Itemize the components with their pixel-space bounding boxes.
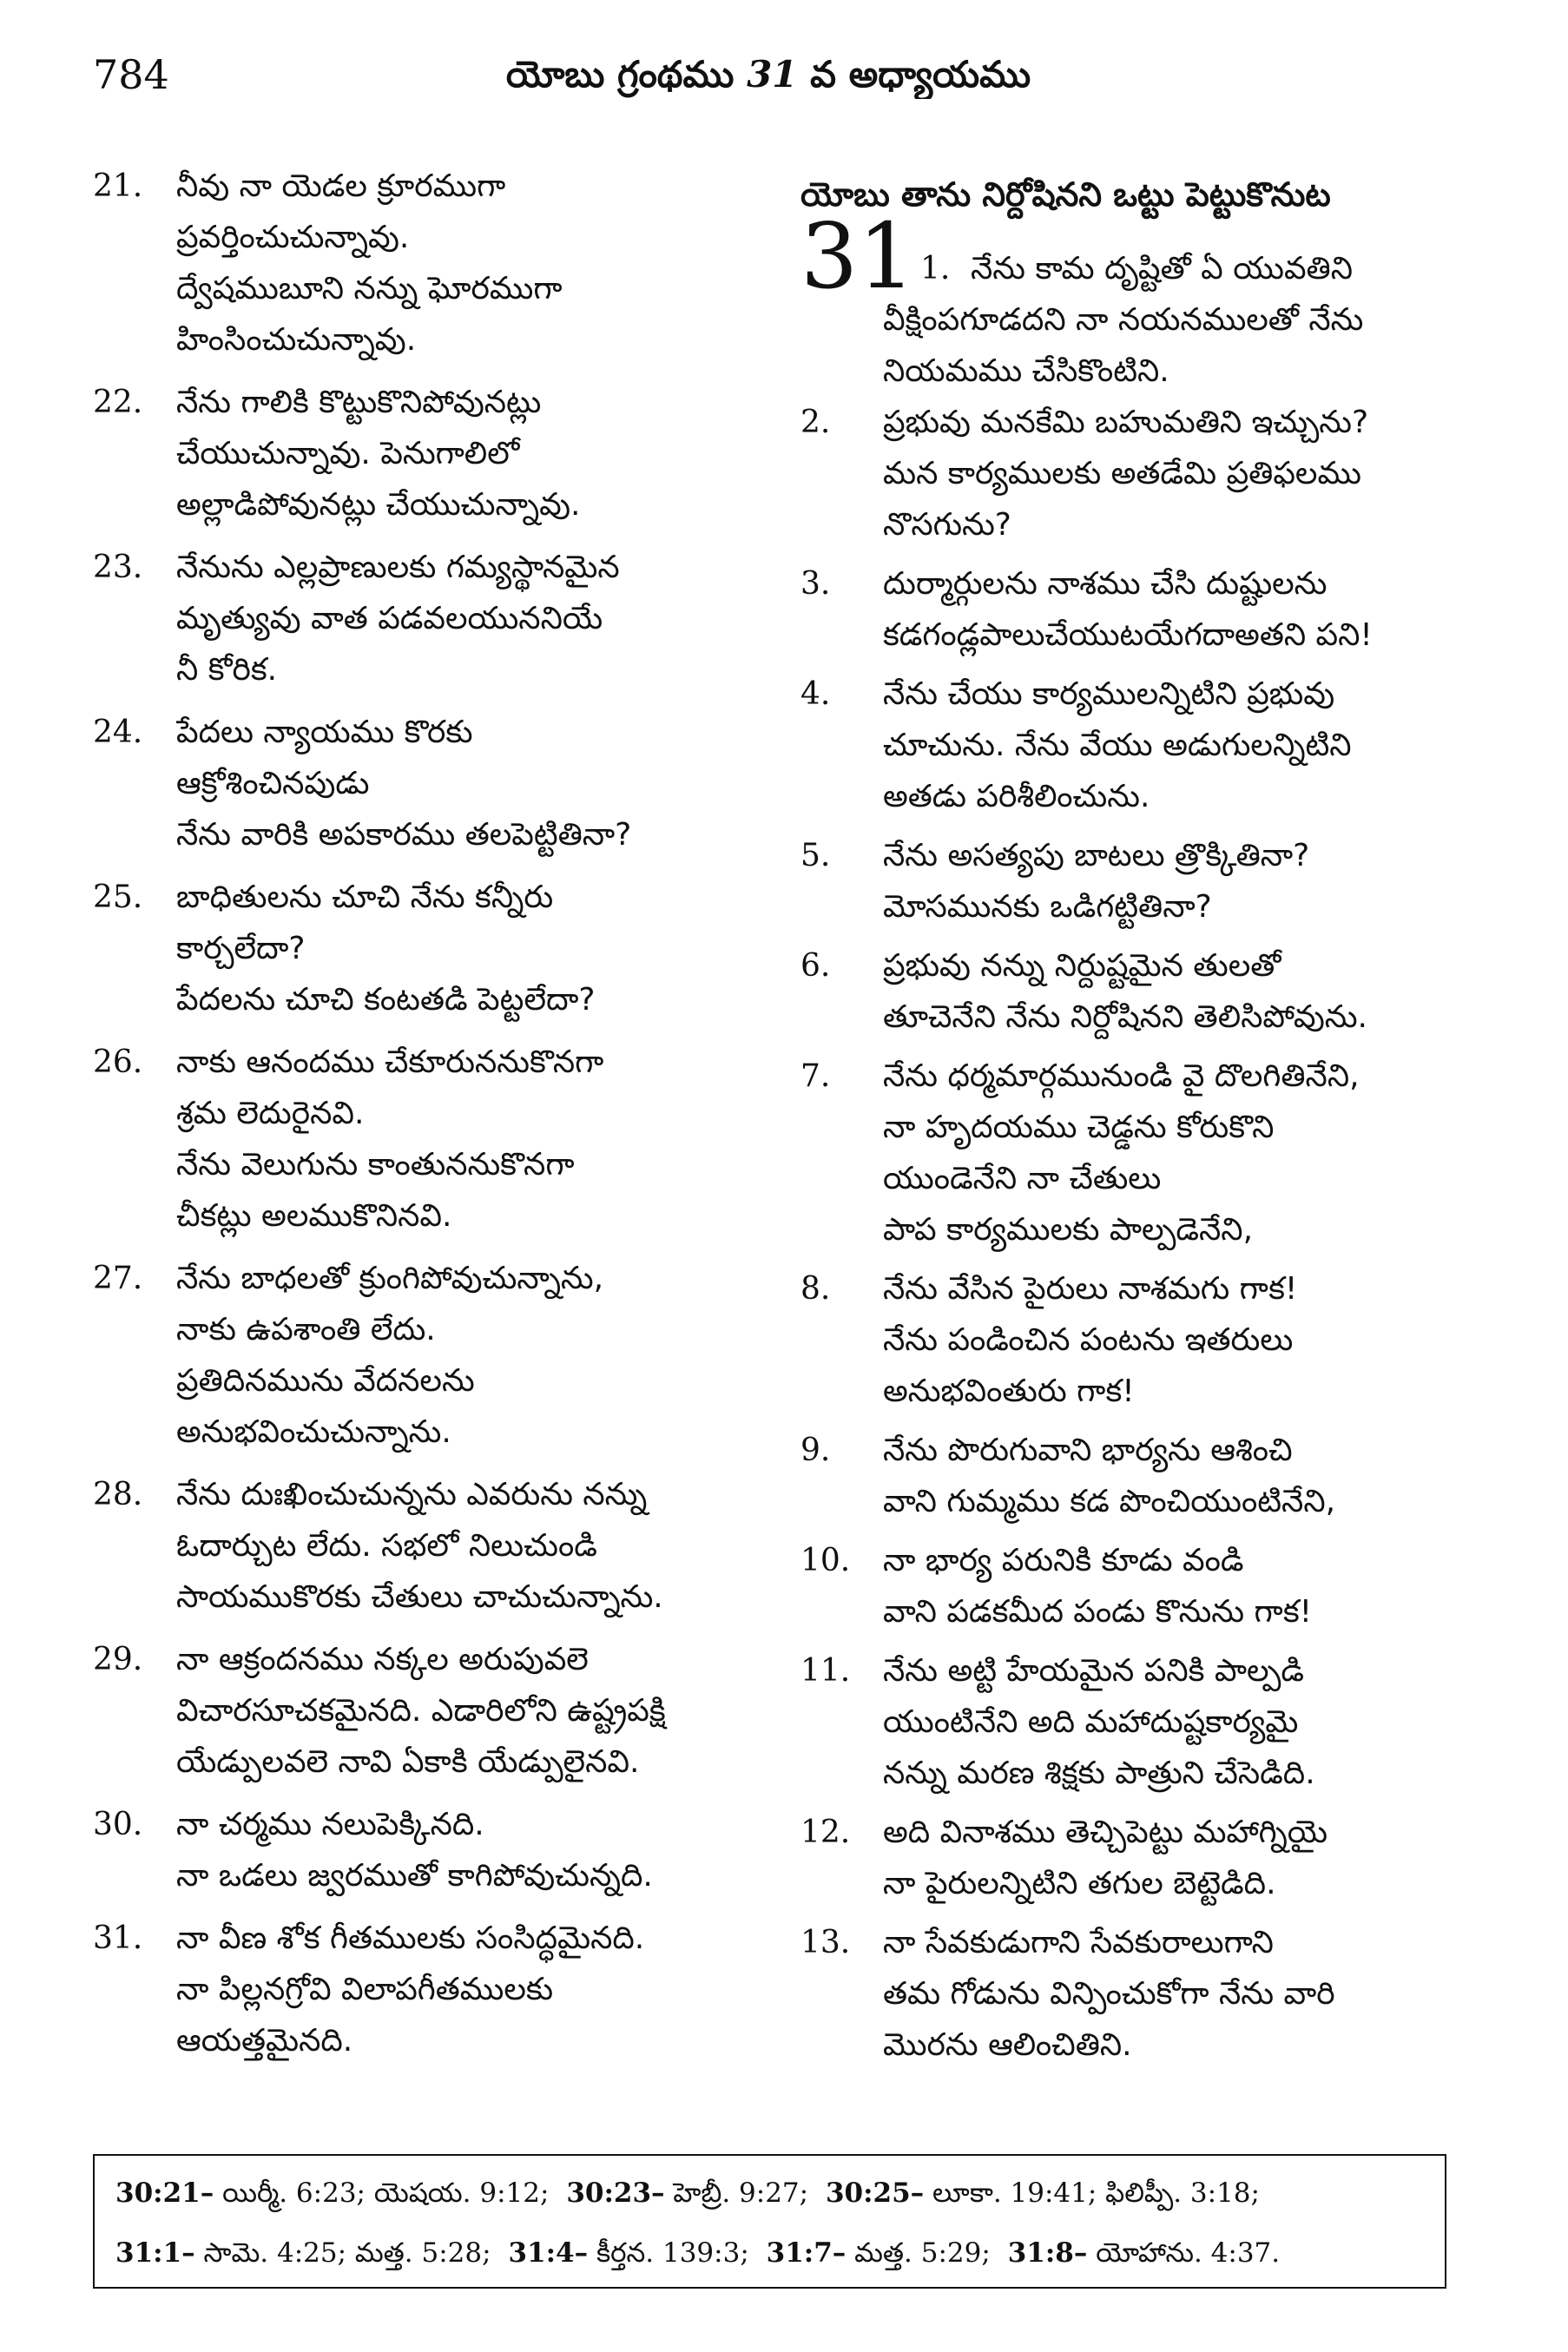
verse-number: 13.: [800, 1925, 851, 1960]
verse-31-5: [800, 830, 1448, 932]
verse-31-9: [800, 1425, 1448, 1527]
verse-text: [883, 940, 1448, 1043]
verse-text: [883, 1425, 1448, 1527]
verse-line: యుండెనేని నా చేతులు: [883, 1161, 1162, 1196]
verse-line: నేను పండించిన పంటను ఇతరులు: [883, 1322, 1294, 1358]
verse-line: చూచును. నేను వేయు అడుగులన్నిటిని: [883, 728, 1352, 763]
verse-line: నేను దుఃఖించుచున్నను ఎవరును నన్ను: [176, 1477, 648, 1512]
page-number: 784: [93, 51, 169, 98]
verse-31-8: [800, 1263, 1448, 1417]
verse-line: నీ కోరిక.: [176, 652, 278, 688]
verse-text: [883, 669, 1448, 822]
verse-line: శ్రమ లెదురైనవి.: [176, 1096, 365, 1131]
verse-line: నేను బాధలతో క్రుంగిపోవుచున్నాను,: [176, 1261, 604, 1296]
verse-number: 21.: [93, 168, 143, 204]
verse-30-25: [93, 872, 755, 1025]
verse-line: మోసమునకు ఒడిగట్టితినా?: [883, 889, 1212, 925]
verse-line: ఆయత్తమైనది.: [176, 2023, 353, 2059]
left-column: [93, 161, 755, 2066]
verse-30-29: [93, 1634, 755, 1788]
verse-number: 5.: [800, 838, 831, 873]
cross-reference-line: [115, 2224, 1424, 2283]
verse-text: [176, 1037, 755, 1242]
verse-line: హింసించుచున్నావు.: [176, 322, 417, 358]
verse-text: [176, 1469, 755, 1623]
verse-line: నేను వేసిన పైరులు నాశమగు గాక!: [883, 1271, 1298, 1307]
verse-line: ప్రభువు నన్ను నిర్దుష్టమైన తులతో: [883, 948, 1281, 984]
verse-line: నాకు ఉపశాంతి లేదు.: [176, 1312, 436, 1347]
verse-line: కార్చలేదా?: [176, 931, 306, 966]
verse-number: 8.: [800, 1271, 831, 1307]
verse-31-12: [800, 1807, 1448, 1909]
verse-line: యేడ్పులవలె నావి ఏకాకి యేడ్పులైనవి.: [176, 1744, 640, 1780]
verse-31-3: [800, 558, 1448, 661]
verse-line: వాని గుమ్మము కడ పొంచియుంటినేని,: [883, 1484, 1336, 1519]
running-title: [260, 50, 1276, 99]
verse-text: [176, 1634, 755, 1788]
cross-reference-label: 31:7–: [766, 2237, 847, 2269]
verse-line: నేను గాలికి కొట్టుకొనిపోవునట్లు: [176, 385, 542, 420]
cross-reference-text: కీర్తన. 139:3;: [588, 2237, 749, 2269]
verse-line: నా భార్య పరునికి కూడు వండి: [883, 1543, 1244, 1578]
verse-line: నేను ధర్మమార్గమునుండి వై దొలగితినేని,: [883, 1058, 1360, 1094]
verse-31-2: [800, 397, 1448, 550]
verse-31-13: [800, 1917, 1448, 2071]
running-title-suffix: వ అధ్యాయము: [810, 53, 1031, 96]
cross-reference: [767, 2237, 991, 2269]
verse-line: వాని పడకమీద పండు కొనును గాక!: [883, 1594, 1313, 1630]
verse-line: నేను వారికి అపకారము తలపెట్టితినా?: [176, 817, 632, 853]
verse-30-21: [93, 161, 755, 366]
verse-line: నియమము చేసికొంటిని.: [883, 353, 1169, 389]
verse-number: 30.: [93, 1807, 143, 1842]
chapter-number: 31: [800, 203, 916, 309]
cross-reference: [826, 2177, 1260, 2209]
cross-references-box: [93, 2154, 1446, 2289]
verse-line: నీవు నా యెడల క్రూరముగా: [176, 168, 506, 204]
verse-line: నా పైరులన్నిటిని తగుల బెట్టెడిది.: [883, 1866, 1276, 1901]
verse-text: [176, 872, 755, 1025]
verse-number: 26.: [93, 1044, 143, 1080]
verse-number: 2.: [800, 405, 831, 440]
verse-number: 31.: [93, 1920, 143, 1956]
verse-text: [176, 1913, 755, 2066]
verse-line: నా ఒడలు జ్వరముతో కాగిపోవుచున్నది.: [176, 1858, 653, 1894]
verse-number: 27.: [93, 1261, 143, 1296]
verse-number: 6.: [800, 948, 831, 984]
cross-reference: [508, 2237, 748, 2269]
verse-line: నేను అసత్యపు బాటలు త్రొక్కితినా?: [883, 838, 1310, 873]
cross-reference-text: సామె. 4:25; మత్త. 5:28;: [194, 2237, 491, 2269]
verse-30-23: [93, 542, 755, 695]
verse-number: 12.: [800, 1815, 851, 1850]
verse-line: నేను వెలుగును కాంతుననుకొనగా: [176, 1147, 575, 1183]
verse-30-27: [93, 1253, 755, 1458]
verse-line: పేదలు న్యాయము కొరకు: [176, 715, 473, 750]
verse-line: ద్వేషముబూని నన్ను ఘోరముగా: [176, 271, 563, 306]
cross-reference-label: 31:1–: [115, 2237, 195, 2269]
verse-line: అనుభవింతురు గాక!: [883, 1374, 1135, 1409]
verse-number: 28.: [93, 1477, 143, 1512]
verse-line: యుంటినేని అది మహాదుష్టకార్యమై: [883, 1704, 1299, 1740]
verse-line: తమ గోడును విన్పించుకోగా నేను వారి: [883, 1976, 1335, 2012]
verse-text: [883, 1051, 1448, 1255]
verse-text: [883, 397, 1448, 550]
verse-number: 9.: [800, 1433, 831, 1468]
verse-line: సాయముకొరకు చేతులు చాచుచున్నాను.: [176, 1579, 663, 1615]
cross-reference: [566, 2177, 808, 2209]
verse-text: [176, 377, 755, 530]
verse-line: నా వీణ శోక గీతములకు సంసిద్ధమైనది.: [176, 1920, 645, 1956]
verse-line: నా ఆక్రందనము నక్కల అరుపువలె: [176, 1642, 589, 1677]
cross-reference-text: మత్త. 5:29;: [846, 2237, 991, 2269]
verse-text: [883, 1807, 1448, 1909]
verse-line: నాకు ఆనందము చేకూరుననుకొనగా: [176, 1044, 604, 1080]
verse-number: 22.: [93, 385, 143, 420]
running-title-book: యోబు గ్రంథము: [505, 53, 735, 96]
cross-reference-label: 31:4–: [508, 2237, 589, 2269]
verse-line: చేయుచున్నావు. పెనుగాలిలో: [176, 436, 520, 471]
verse-line: నేనును ఎల్లప్రాణులకు గమ్యస్థానమైన: [176, 550, 620, 585]
verse-line: పాప కార్యములకు పాల్పడెనేని,: [883, 1212, 1254, 1248]
verse-30-24: [93, 707, 755, 860]
verse-number: 3.: [800, 566, 831, 602]
cross-reference-text: యిర్మీ. 6:23; యెషయ. 9:12;: [214, 2177, 550, 2209]
verse-text: [176, 542, 755, 695]
verse-text: [883, 1645, 1448, 1799]
verse-line: నా సేవకుడుగాని సేవకురాలుగాని: [883, 1925, 1274, 1960]
verse-line: నొసగును?: [883, 507, 1011, 543]
verse-text: [176, 161, 755, 366]
verse-line: ప్రతిదినమును వేదనలను: [176, 1363, 475, 1399]
verse-line: అనుభవించుచున్నాను.: [176, 1414, 451, 1450]
verse-text: [883, 1263, 1448, 1417]
verse-line: ఓదార్చుట లేదు. సభలో నిలుచుండి: [176, 1528, 597, 1564]
verse-line: ప్రవర్తించుచున్నావు.: [176, 220, 410, 255]
verse-line: నేను అట్టి హేయమైన పనికి పాల్పడి: [883, 1653, 1305, 1689]
verse-30-30: [93, 1799, 755, 1901]
section-heading: యోబు తాను నిర్దోషినని ఒట్టు పెట్టుకొనుట: [800, 175, 1331, 214]
verse-30-31: [93, 1913, 755, 2066]
verse-number: 1.: [920, 251, 951, 287]
verse-31-10: [800, 1535, 1448, 1637]
verse-text: [883, 558, 1448, 661]
right-column: [800, 169, 1448, 2071]
verse-30-26: [93, 1037, 755, 1242]
cross-reference-label: 30:25–: [825, 2177, 925, 2209]
verse-line: నేను చేయు కార్యములన్నిటిని ప్రభువు: [883, 676, 1335, 712]
verse-line: మృత్యువు వాత పడవలయుననియే: [176, 601, 603, 636]
verse-line: మొరను ఆలించితిని.: [883, 2027, 1132, 2063]
cross-reference-label: 30:23–: [566, 2177, 665, 2209]
verse-line: తూచెనేని నేను నిర్దోషినని తెలిసిపోవును.: [883, 999, 1367, 1035]
verse-line: పేదలను చూచి కంటతడి పెట్టలేదా?: [176, 982, 596, 1018]
verse-text: [883, 1535, 1448, 1637]
cross-reference: [1008, 2237, 1280, 2269]
verse-line: నా హృదయము చెడ్డను కోరుకొని: [883, 1110, 1275, 1145]
verse-31-6: [800, 940, 1448, 1043]
cross-reference-text: యోహాను. 4:37.: [1087, 2237, 1281, 2269]
verse-number: 4.: [800, 676, 831, 712]
verse-line: చీకట్లు అలముకొనినవి.: [176, 1198, 452, 1234]
verse-31-11: [800, 1645, 1448, 1799]
cross-reference-line: [115, 2164, 1424, 2224]
verse-30-22: [93, 377, 755, 530]
verse-line: నేను పొరుగువాని భార్యను ఆశించి: [883, 1433, 1293, 1468]
verse-number: 29.: [93, 1642, 143, 1677]
verse-line: ఆక్రోశించినపుడు: [176, 766, 370, 801]
verse-line: కడగండ్లపాలుచేయుటయేగదాఅతని పని!: [883, 617, 1373, 653]
verse-text: [800, 294, 1448, 397]
verse-line: మన కార్యములకు అతడేమి ప్రతిఫలము: [883, 456, 1362, 491]
verse-text: [176, 1799, 755, 1901]
verse-31-7: [800, 1051, 1448, 1255]
verse-line: వీక్షింపగూడదని నా నయనములతో నేను: [883, 302, 1364, 338]
verse-text: [176, 707, 755, 860]
verse-line: నా పిల్లనగ్రోవి విలాపగీతములకు: [176, 1972, 554, 2007]
verse-line: దుర్మార్గులను నాశము చేసి దుష్టులను: [883, 566, 1328, 602]
verse-line: నేను కామ దృష్టితో ఏ యువతిని: [971, 251, 1353, 287]
running-title-chapter: 31: [747, 53, 798, 96]
verse-30-28: [93, 1469, 755, 1623]
verse-line: ప్రభువు మనకేమి బహుమతిని ఇచ్చును?: [883, 405, 1369, 440]
verse-line: అది వినాశము తెచ్చిపెట్టు మహాగ్నియై: [883, 1815, 1328, 1850]
cross-reference-label: 31:8–: [1007, 2237, 1088, 2269]
verse-number: 23.: [93, 550, 143, 585]
verse-line: బాధితులను చూచి నేను కన్నీరు: [176, 880, 554, 915]
verse-line: అతడు పరిశీలించును.: [883, 779, 1150, 814]
cross-reference-label: 30:21–: [115, 2177, 214, 2209]
verse-text: [883, 830, 1448, 932]
verse-line: విచారసూచకమైనది. ఎడారిలోని ఉష్ట్రపక్షి: [176, 1693, 666, 1729]
verse-number: 10.: [800, 1543, 851, 1578]
cross-reference-text: లూకా. 19:41; ఫిలిప్పీ. 3:18;: [924, 2177, 1260, 2209]
verse-line: నా చర్మము నలుపెక్కినది.: [176, 1807, 484, 1842]
verse-list: [800, 243, 1448, 2071]
cross-reference: [115, 2177, 549, 2209]
verse-number: 7.: [800, 1058, 831, 1094]
verse-number: 11.: [800, 1653, 851, 1689]
verse-text: [883, 1917, 1448, 2071]
verse-line: నన్ను మరణ శిక్షకు పాత్రుని చేసెడిది.: [883, 1756, 1315, 1791]
cross-reference-text: హెబ్రీ. 9:27;: [664, 2177, 809, 2209]
cross-reference: [115, 2237, 491, 2269]
verse-number: 24.: [93, 715, 143, 750]
verse-number: 25.: [93, 880, 143, 915]
verse-line: అల్లాడిపోవునట్లు చేయుచున్నావు.: [176, 487, 581, 523]
verse-text: [176, 1253, 755, 1458]
verse-31-4: [800, 669, 1448, 822]
